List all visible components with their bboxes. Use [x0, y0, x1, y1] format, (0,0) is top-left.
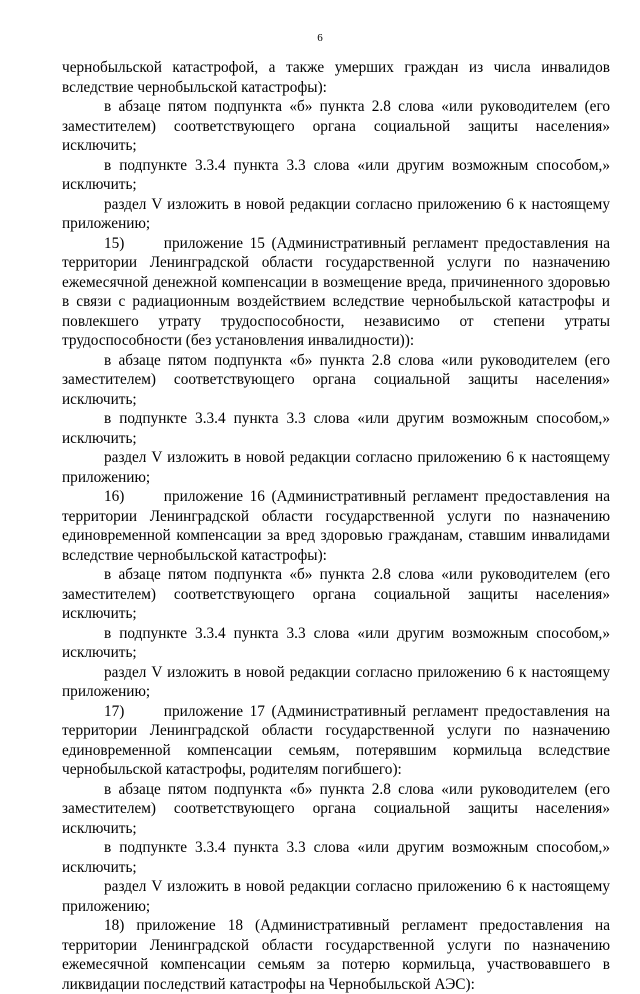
page-number: 6 [317, 32, 323, 44]
paragraph: в подпункте 3.3.4 пункта 3.3 слова «или другим возможным способом,» исключить; [62, 156, 610, 193]
paragraph: раздел V изложить в новой редакции согласно приложению 6 к настоящему приложению; [62, 449, 610, 486]
document-body [62, 58, 610, 994]
numbered-item: 15) приложение 15 (Административный регламент предоставления на территории Ленинградской области государственной услуги по назначению ежемесячной денежной компенсации в возмещение вреда, причиненного здоровью в связи с радиационным воздействием вследствие чернобыльской катастрофы и повлекшего утрату трудоспособности, независимо от степени утраты трудоспособности (без установления инвалидности)): [62, 234, 610, 349]
paragraph: в абзаце пятом подпункта «б» пункта 2.8 слова «или руководителем (его заместителем) соответствующего органа социальной защиты населения» исключить; [62, 566, 610, 622]
paragraph: в подпункте 3.3.4 пункта 3.3 слова «или другим возможным способом,» исключить; [62, 624, 610, 661]
paragraph: в подпункте 3.3.4 пункта 3.3 слова «или другим возможным способом,» исключить; [62, 839, 610, 876]
paragraph: в подпункте 3.3.4 пункта 3.3 слова «или другим возможным способом,» исключить; [62, 410, 610, 447]
paragraph: в абзаце пятом подпункта «б» пункта 2.8 слова «или руководителем (его заместителем) соответствующего органа социальной защиты населения» исключить; [62, 780, 610, 837]
numbered-item: 17) приложение 17 (Административный регламент предоставления на территории Ленинградской области государственной услуги по назначению единовременной компенсации семьям, потерявшим кормильца вследствие чернобыльской катастрофы, родителям погибшего): [62, 702, 610, 778]
numbered-item: 16) приложение 16 (Административный регламент предоставления на территории Ленинградской области государственной услуги по назначению единовременной компенсации за вред здоровью гражданам, ставшим инвалидами вследствие чернобыльской катастрофы): [62, 488, 610, 564]
paragraph: раздел V изложить в новой редакции согласно приложению 6 к настоящему приложению; [62, 195, 610, 232]
paragraph: раздел V изложить в новой редакции согласно приложению 6 к настоящему приложению; [62, 878, 610, 915]
paragraph: раздел V изложить в новой редакции согласно приложению 6 к настоящему приложению; [62, 663, 610, 700]
paragraph: в абзаце пятом подпункта «б» пункта 2.8 слова «или руководителем (его заместителем) соответствующего органа социальной защиты населения» исключить; [62, 98, 610, 154]
numbered-item: 18) приложение 18 (Административный регламент предоставления на территории Ленинградской области государственной услуги по назначению ежемесячной компенсации семьям за потерю кормильца, участвовавшего в ликвидации последствий катастрофы на Чернобыльской АЭС): [62, 917, 610, 993]
paragraph: в абзаце пятом подпункта «б» пункта 2.8 слова «или руководителем (его заместителем) соответствующего органа социальной защиты населения» исключить; [62, 351, 610, 408]
paragraph: чернобыльской катастрофой, а также умерших граждан из числа инвалидов вследствие чернобыльской катастрофы): [62, 59, 610, 96]
